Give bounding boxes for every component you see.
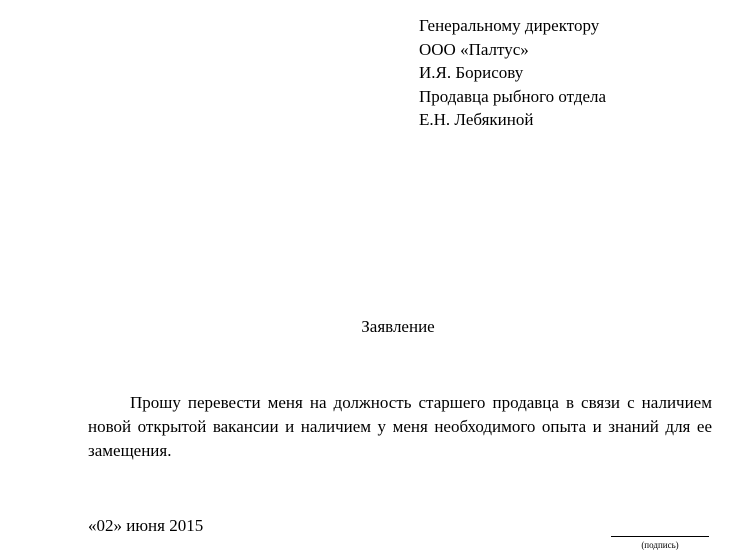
- sender-name: Е.Н. Лебякиной: [419, 110, 534, 129]
- document-title: Заявление: [361, 317, 435, 336]
- document-body: Прошу перевести меня на должность старшего продавца в связи с наличием новой открытой вакансии и наличием у меня необходимого опыта и знаний для ее замещения.: [88, 393, 712, 460]
- sender-position: Продавца рыбного отдела: [419, 86, 607, 106]
- document-date: «02» июня 2015: [88, 516, 204, 535]
- signature-line: [611, 536, 709, 537]
- addressee-name: И.Я. Борисову: [419, 63, 524, 82]
- addressee-block: [419, 14, 606, 132]
- addressee-company: ООО «Палтус»: [419, 39, 529, 59]
- addressee-position: Генеральному директору: [419, 16, 600, 35]
- signature-caption: (подпись): [641, 540, 679, 550]
